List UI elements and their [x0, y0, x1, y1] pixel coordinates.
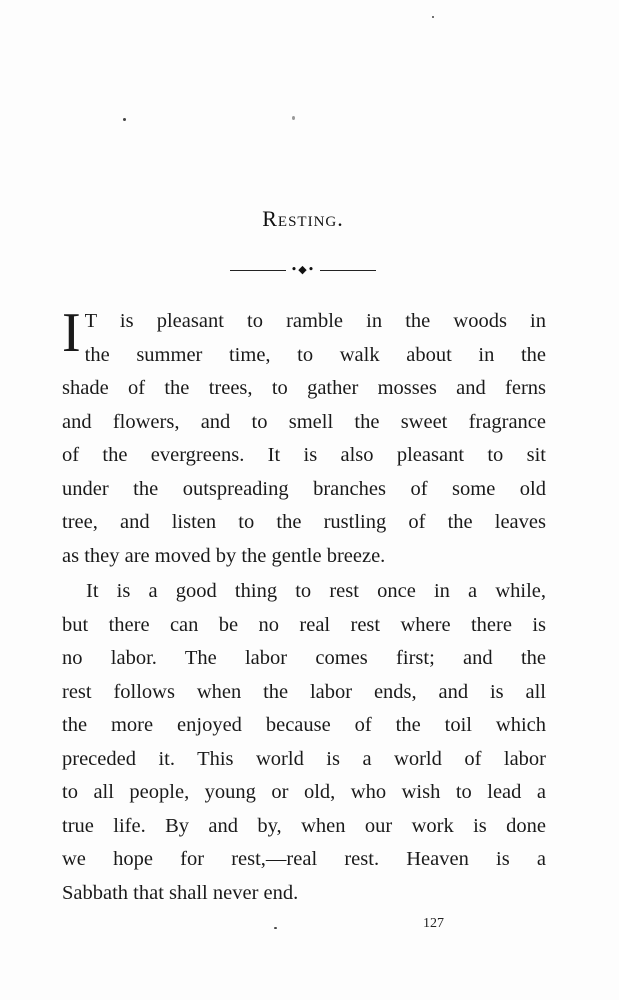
- text-line: to all people, young or old, who wish to lead a: [62, 781, 546, 803]
- text-line: and flowers, and to smell the sweet fragrance: [62, 410, 546, 433]
- ink-speck: [292, 116, 295, 120]
- title-ornament: [230, 263, 376, 277]
- text-line: no labor. The labor comes first; and the: [62, 647, 546, 669]
- text-line: of the evergreens. It is also pleasant to sit: [62, 444, 546, 466]
- text-line: under the outspreading branches of some old: [62, 477, 546, 500]
- ornament-diamond-dots: •◆•: [290, 263, 316, 276]
- page-number: 127: [423, 916, 444, 931]
- text-line: we hope for rest,—real rest. Heaven is a: [62, 848, 546, 870]
- ink-speck: [123, 118, 126, 121]
- paragraph-1: [62, 302, 546, 573]
- drop-cap: I: [62, 302, 81, 364]
- text-line: tree, and listen to the rustling of the leaves: [62, 511, 546, 533]
- text-line: the more enjoyed because of the toil which: [62, 714, 546, 736]
- text-line: T is pleasant to ramble in the woods in: [84, 310, 546, 332]
- ink-speck: [432, 16, 434, 18]
- text-line: rest follows when the labor ends, and is all: [62, 680, 546, 703]
- ornament-rule-right: [320, 270, 376, 271]
- text-line: preceded it. This world is a world of labor: [62, 747, 546, 770]
- text-line: true life. By and by, when our work is done: [62, 814, 546, 837]
- paragraph-2: [62, 575, 546, 910]
- chapter-title: Resting.: [262, 206, 344, 231]
- chapter-body: [62, 302, 546, 910]
- text-line: Sabbath that shall never end.: [62, 881, 299, 904]
- text-line: but there can be no real rest where there is: [62, 613, 546, 636]
- ink-speck: [274, 927, 277, 929]
- text-line: shade of the trees, to gather mosses and ferns: [62, 377, 546, 399]
- ornament-rule-left: [230, 270, 286, 271]
- text-line: the summer time, to walk about in the: [84, 343, 546, 366]
- text-line: as they are moved by the gentle breeze.: [62, 544, 386, 567]
- text-line: It is a good thing to rest once in a while,: [86, 580, 546, 602]
